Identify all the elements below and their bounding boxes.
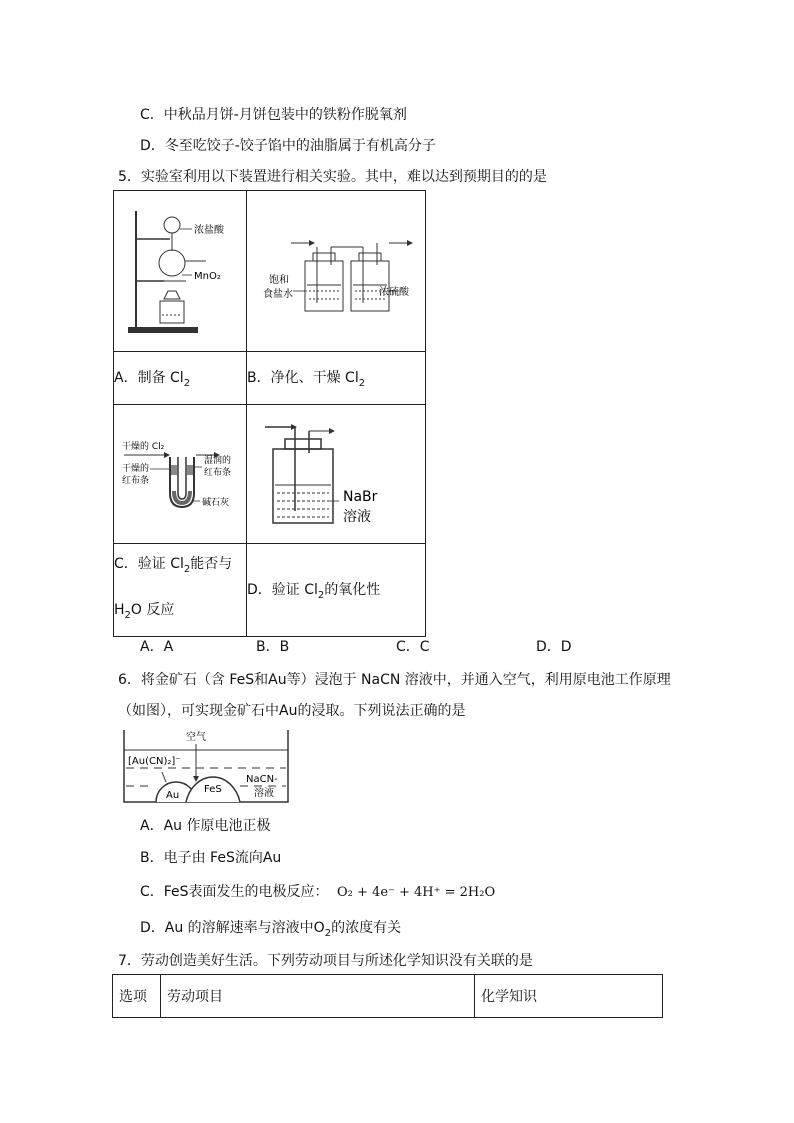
- caption-a: A．制备 $Cl_2$: [114, 352, 247, 405]
- fig-a-chlorine-generator: [114, 191, 246, 347]
- q5-stem: 5．实验室利用以下装置进行相关实验。其中，难以达到预期目的的是: [118, 169, 547, 185]
- q4-option-c: C．中秋品月饼-月饼包装中的铁粉作脱氧剂: [140, 107, 407, 123]
- q7-header-option: 选项: [113, 975, 161, 1018]
- fig-c-label-dry-cl2: 干燥的 Cl₂: [122, 442, 165, 452]
- fig-b-cell: [247, 191, 426, 352]
- q6-fig-complex: [Au(CN)₂]⁻: [128, 756, 181, 767]
- fig-c-label-lime: 碱石灰: [202, 498, 230, 508]
- fig-a-label-acid: 浓盐酸: [194, 225, 224, 236]
- q6-option-c: C．FeS表面发生的电极反应： O₂ + 4e⁻ + 4H⁺ = 2H₂O: [140, 884, 496, 900]
- fig-a-label-mno2: MnO₂: [194, 271, 221, 282]
- q5-answer-d[interactable]: D．D: [536, 639, 572, 655]
- q6-fig-au: Au: [166, 790, 180, 801]
- q7-stem: 7．劳动创造美好生活。下列劳动项目与所述化学知识没有关联的是: [118, 953, 533, 969]
- q6-fig-air: 空气: [186, 732, 206, 743]
- q6-option-a: A．Au 作原电池正极: [140, 818, 271, 834]
- q7-header-task: 劳动项目: [161, 975, 475, 1018]
- fig-b-label-h2so4: 浓硫酸: [379, 287, 409, 298]
- q5-answer-a[interactable]: A．A: [140, 639, 174, 655]
- q6-stem-2: （如图），可实现金矿石中Au的浸取。下列说法正确的是: [118, 703, 466, 719]
- q6-fig-fes: FeS: [204, 784, 222, 795]
- caption-b: B．净化、干燥 $Cl_2$: [247, 352, 426, 405]
- q6-option-d: D．Au 的溶解速率与溶液中$O_2$的浓度有关: [140, 920, 402, 939]
- q6-cell-diagram: [122, 728, 292, 806]
- q7-header-knowledge: 化学知识: [475, 975, 663, 1018]
- q4-option-d: D．冬至吃饺子-饺子馅中的油脂属于有机高分子: [140, 138, 436, 154]
- q6-stem-1: 6．将金矿石（含 FeS和Au等）浸泡于 NaCN 溶液中，并通入空气，利用原电池工作原理: [118, 672, 671, 688]
- q5-answer-c[interactable]: C．C: [396, 639, 430, 655]
- fig-c-cell: [114, 405, 247, 544]
- q6-fig-nacn: NaCN-: [246, 774, 278, 785]
- fig-b-label-salt: 饱和: [269, 275, 289, 286]
- q6-fig-sol: 溶液: [254, 788, 274, 799]
- fig-c-u-tube: [114, 405, 246, 539]
- caption-c: C．验证 $Cl_2$能否与 $H_2O$ 反应: [114, 544, 247, 637]
- fig-c-label-dry-cloth: 干燥的: [122, 464, 150, 474]
- fig-d-cell: [247, 405, 426, 544]
- q5-answer-b[interactable]: B．B: [256, 639, 290, 655]
- fig-c-label-wet2: 红布条: [204, 468, 232, 478]
- q7-table: [112, 974, 663, 1018]
- fig-d-label-nabr: NaBr: [343, 489, 378, 505]
- fig-d-nabr-bottle: [247, 405, 425, 539]
- fig-d-label-sol: 溶液: [343, 509, 371, 525]
- fig-a-cell: [114, 191, 247, 352]
- q6-option-b: B．电子由 FeS流向Au: [140, 850, 282, 866]
- caption-d: D．验证 $Cl_2$的氧化性: [247, 544, 426, 637]
- q6-equation: O₂ + 4e⁻ + 4H⁺ = 2H₂O: [337, 885, 496, 900]
- fig-b-washing-bottles: [247, 191, 425, 347]
- fig-b-label-salt2: 食盐水: [263, 289, 293, 300]
- q5-apparatus-table: [113, 190, 426, 637]
- fig-c-label-wet: 湿润的: [204, 456, 232, 466]
- fig-c-label-dry-cloth2: 红布条: [122, 476, 150, 486]
